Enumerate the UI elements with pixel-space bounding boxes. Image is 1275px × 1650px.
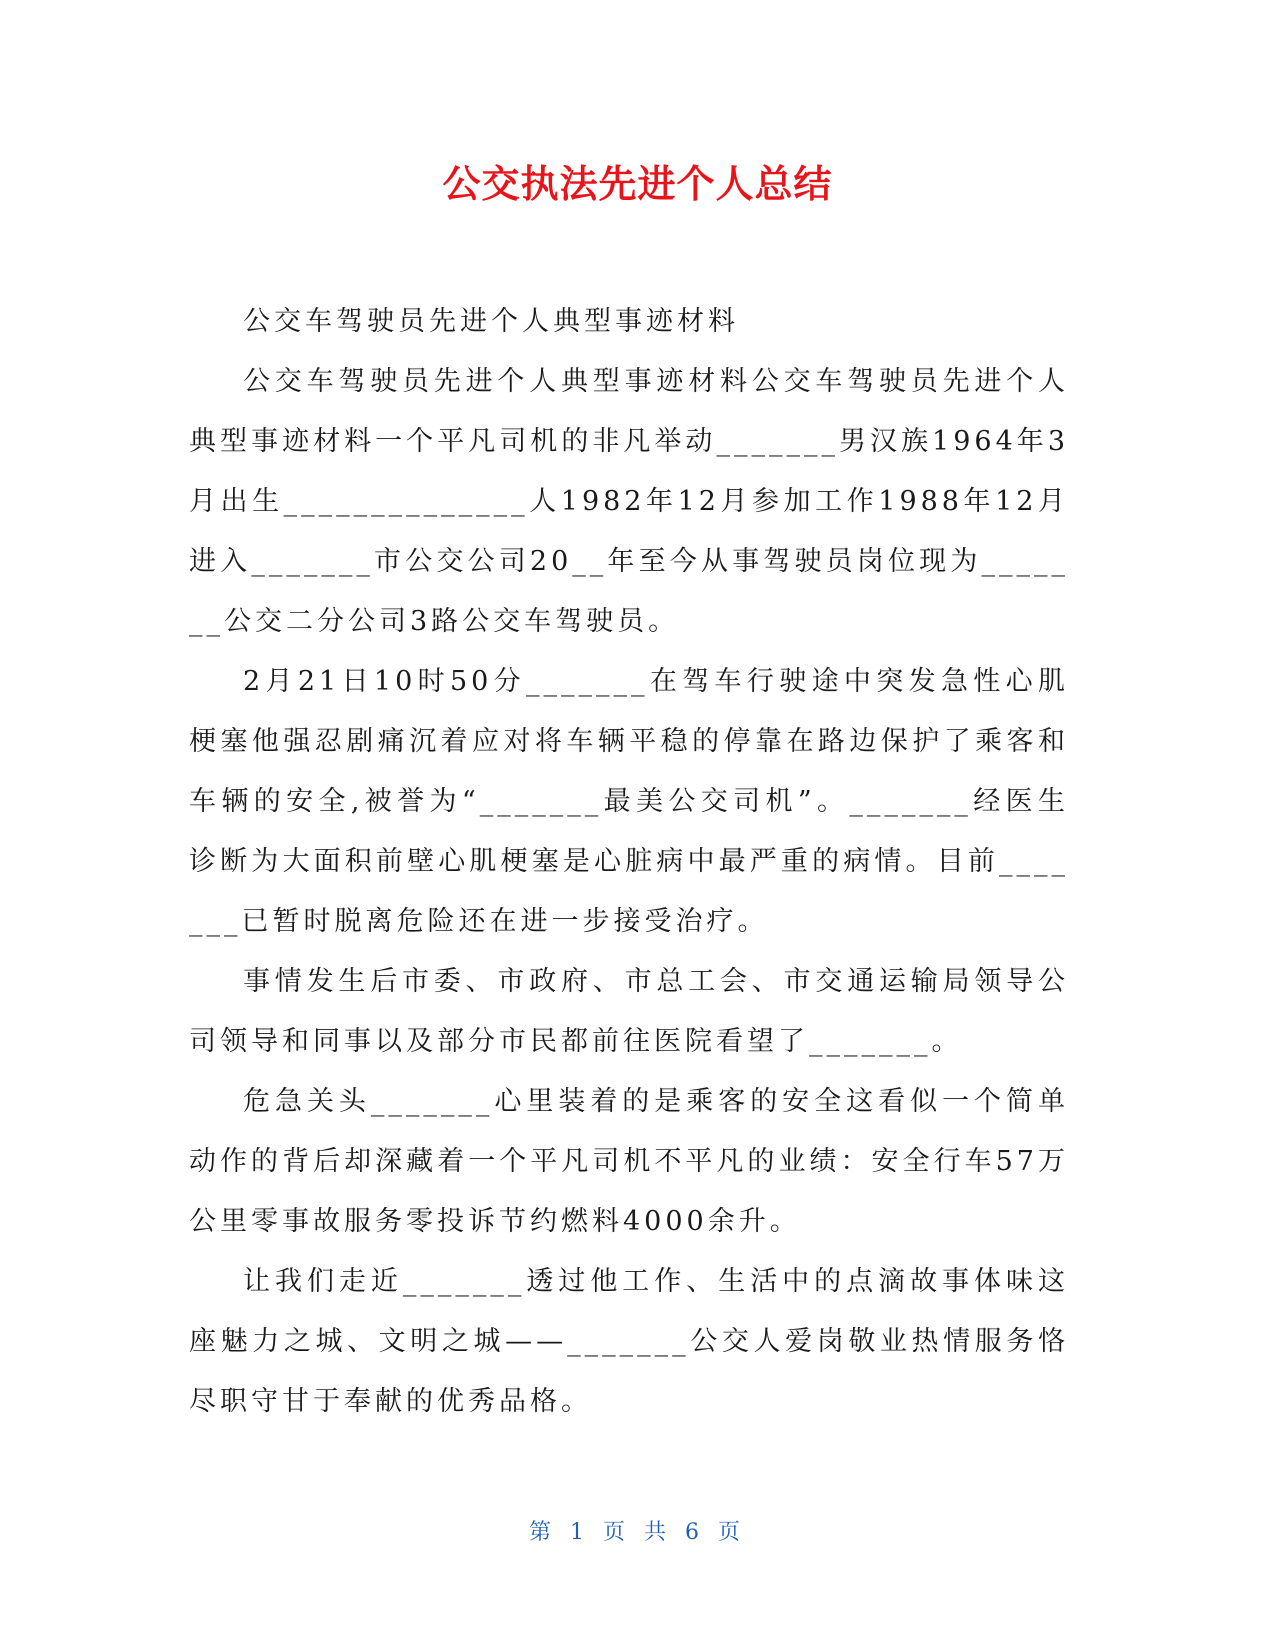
document-title: 公交执法先进个人总结 <box>442 162 833 206</box>
page-number: 第 1 页 共 6 页 <box>529 1520 746 1545</box>
paragraph-heading: 公交车驾驶员先进个人典型事迹材料 <box>243 306 739 337</box>
document-body <box>189 292 1069 1432</box>
paragraph-closing: 让我们走近_______透过他工作、生活中的点滴故事体味这座魅力之城、文明之城——_______公交人爱岗敬业热情服务恪尽职守甘于奉献的优秀品格。 <box>189 1266 1069 1417</box>
paragraph-visit: 事情发生后市委、市政府、市总工会、市交通运输局领导公司领导和同事以及部分市民都前往医院看望了_______。 <box>189 966 1069 1057</box>
paragraph-incident: 2月21日10时50分_______在驾车行驶途中突发急性心肌梗塞他强忍剧痛沉着应对将车辆平稳的停靠在路边保护了乘客和车辆的安全,被誉为“_______最美公交司机”。_______经医生诊断为大面积前壁心肌梗塞是心脏病中最严重的病情。目前_______已暂时脱离危险还在进一步接受治疗。 <box>189 666 1069 937</box>
paragraph-intro: 公交车驾驶员先进个人典型事迹材料公交车驾驶员先进个人典型事迹材料一个平凡司机的非凡举动_______男汉族1964年3月出生______________人1982年12月参加工作1988年12月进入_______市公交公司20__年至今从事驾驶员岗位现为_______公交二分公司3路公交车驾驶员。 <box>189 366 1069 637</box>
paragraph-record: 危急关头_______心里装着的是乘客的安全这看似一个简单动作的背后却深藏着一个平凡司机不平凡的业绩：安全行车57万公里零事故服务零投诉节约燃料4000余升。 <box>189 1086 1069 1237</box>
